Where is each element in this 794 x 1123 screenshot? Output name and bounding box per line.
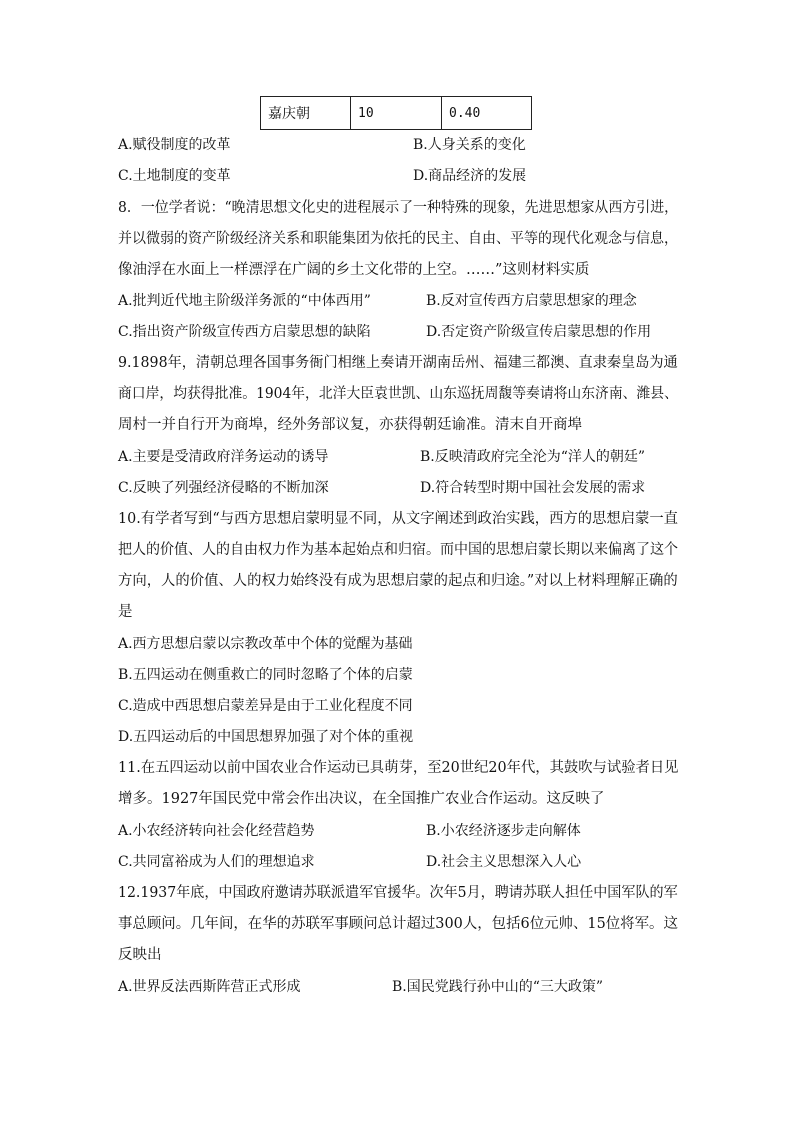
q10-stem-line: 把人的价值、人的自由权力作为基本起始点和归宿。而中国的思想启蒙长期以来偏离了这个 [118,542,678,558]
q12-option-b[interactable]: B.国民党践行孙中山的“三大政策” [392,979,604,995]
q12-stem-line: 反映出 [118,947,162,963]
q8-option-a[interactable]: A.批判近代地主阶级洋务派的“中体西用” [118,293,371,309]
q8-stem-line: 8．一位学者说：“晚清思想文化史的进程展示了一种特殊的现象，先进思想家从西方引进， [118,200,679,216]
q10-option-a[interactable]: A.西方思想启蒙以宗教改革中个体的觉醒为基础 [118,636,413,652]
q8-stem-line: 像油浮在水面上一样漂浮在广阔的乡土文化带的上空。……”这则材料实质 [118,262,590,278]
q7-option-a[interactable]: A.赋役制度的改革 [118,137,231,153]
q11-option-b[interactable]: B.小农经济逐步走向解体 [426,823,581,839]
q11-stem-line: 增多。1927年国民党中常会作出决议，在全国推广农业合作运动。这反映了 [118,791,605,807]
q8-option-c[interactable]: C.指出资产阶级宣传西方启蒙思想的缺陷 [118,324,371,340]
q9-option-c[interactable]: C.反映了列强经济侵略的不断加深 [118,480,329,496]
q8-option-b[interactable]: B.反对宣传西方启蒙思想家的理念 [426,293,637,309]
q8-stem-line: 并以微弱的资产阶级经济关系和职能集团为依托的民主、自由、平等的现代化观念与信息， [118,231,678,247]
q9-option-d[interactable]: D.符合转型时期中国社会发展的需求 [420,480,646,496]
q10-option-c[interactable]: C.造成中西思想启蒙差异是由于工业化程度不同 [118,698,413,714]
table-cell-ratio: 0.40 [442,97,532,130]
q9-option-b[interactable]: B.反映清政府完全沦为“洋人的朝廷” [420,449,646,465]
q11-stem-line: 11.在五四运动以前中国农业合作运动已具萌芽，至20世纪20年代，其鼓吹与试验者日见 [118,760,679,776]
table-row [261,97,532,130]
q10-option-b[interactable]: B.五四运动在侧重救亡的同时忽略了个体的启蒙 [118,667,413,683]
q9-stem-line: 周村一并自行开为商埠，经外务部议复，亦获得朝廷谕准。清末自开商埠 [118,417,582,433]
q9-stem-line: 9.1898年，清朝总理各国事务衙门相继上奏请开湖南岳州、福建三都澳、直隶秦皇岛为通 [118,355,678,371]
q12-option-a[interactable]: A.世界反法西斯阵营正式形成 [118,979,301,995]
q8-option-d[interactable]: D.否定资产阶级宣传启蒙思想的作用 [426,324,652,340]
q9-stem-line: 商口岸，均获得批准。1904年，北洋大臣袁世凯、山东巡抚周馥等奏请将山东济南、潍县、 [118,386,678,402]
q11-option-a[interactable]: A.小农经济转向社会化经营趋势 [118,823,315,839]
q11-option-d[interactable]: D.社会主义思想深入人心 [426,854,582,870]
q10-stem-line: 方向，人的价值、人的权力始终没有成为思想启蒙的起点和归途。”对以上材料理解正确的 [118,573,678,589]
q7-option-c[interactable]: C.土地制度的变革 [118,168,231,184]
q11-option-c[interactable]: C.共同富裕成为人们的理想追求 [118,854,315,870]
q7-option-d[interactable]: D.商品经济的发展 [413,168,527,184]
table-cell-value: 10 [351,97,442,130]
q12-stem-line: 事总顾问。几年间，在华的苏联军事顾问总计超过300人，包括6位元帅、15位将军。这 [118,916,678,932]
table-cell-dynasty: 嘉庆朝 [261,97,351,130]
q10-stem-line: 10.有学者写到“与西方思想启蒙明显不同，从文字阐述到政治实践，西方的思想启蒙一直 [118,511,679,527]
q7-option-b[interactable]: B.人身关系的变化 [413,137,526,153]
q9-option-a[interactable]: A.主要是受清政府洋务运动的诱导 [118,449,329,465]
q10-option-d[interactable]: D.五四运动后的中国思想界加强了对个体的重视 [118,729,414,745]
q10-stem-line: 是 [118,604,133,620]
q12-stem-line: 12.1937年底，中国政府邀请苏联派遣军官援华。次年5月，聘请苏联人担任中国军队的军 [118,885,678,901]
data-table [260,96,532,130]
